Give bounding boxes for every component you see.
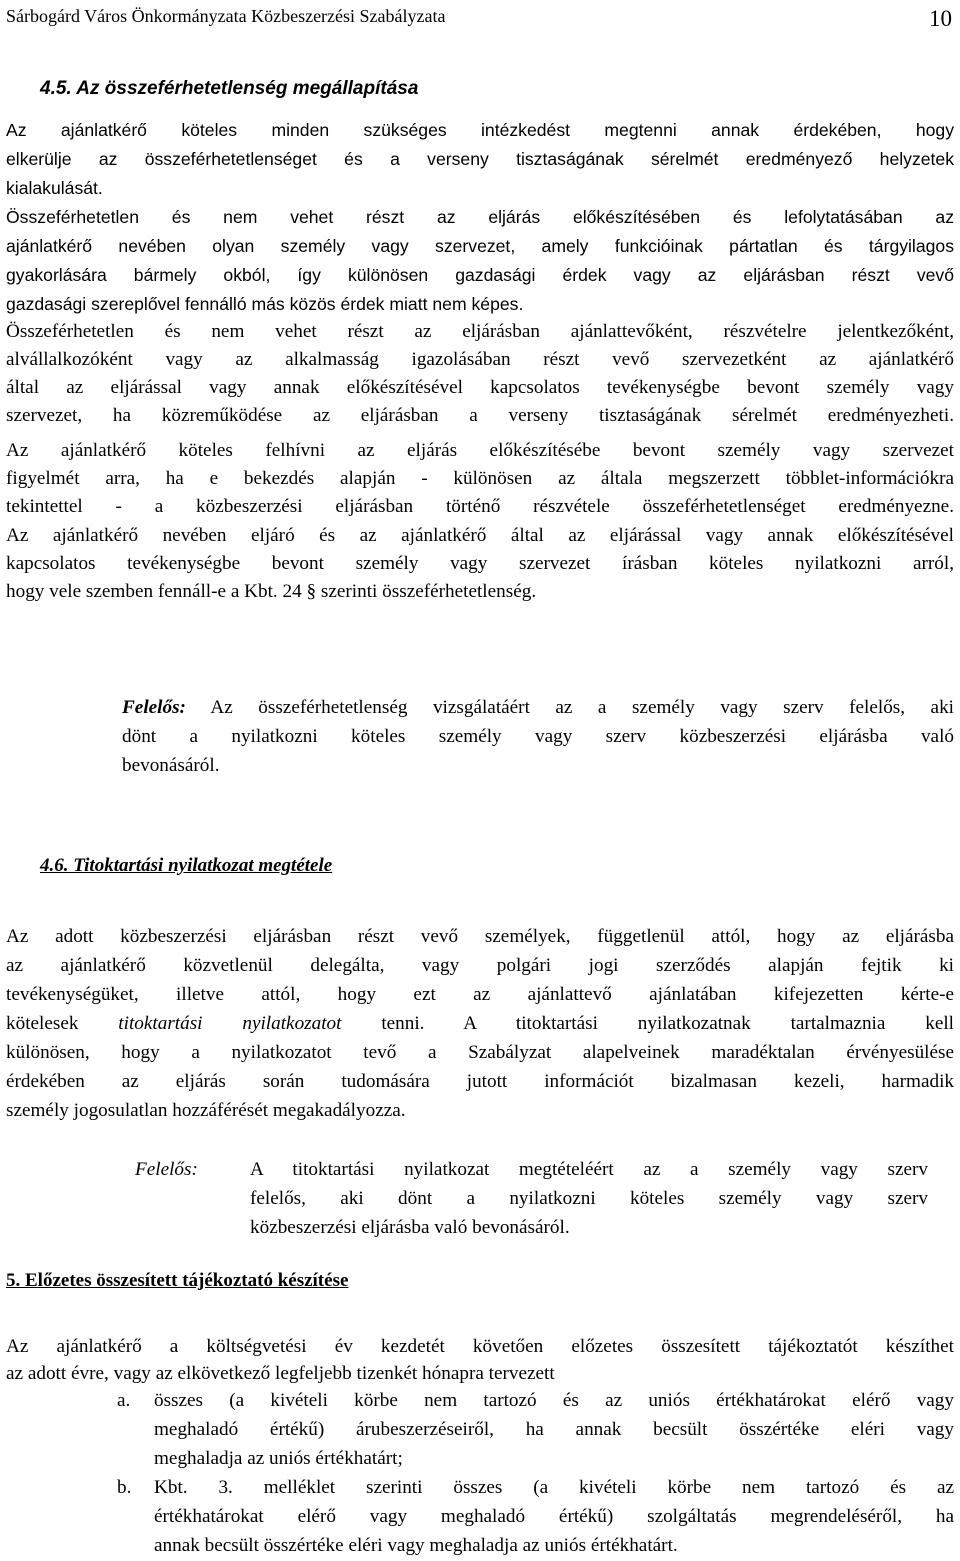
text-line: Az ajánlatkérő köteles minden szükséges intézkedést megtenni annak érdekében, hogy xyxy=(6,120,954,140)
text-line: Kbt. 3. melléklet szerinti összes (a kivételi körbe nem tartozó és az xyxy=(154,1477,954,1498)
text-line: kötelesek titoktartási nyilatkozatot tenni. A titoktartási nyilatkozatnak tartalmaznia kell xyxy=(6,1013,954,1034)
document-title: Sárbogárd Város Önkormányzata Közbeszerzési Szabályzata xyxy=(6,6,446,26)
text-line: Az ajánlatkérő köteles felhívni az eljárás előkészítésébe bevont személy vagy szervezet xyxy=(6,440,954,461)
text-line: szervezet, ha közreműködése az eljárásban a verseny tisztaságának sérelmét eredményezheti. xyxy=(6,405,954,426)
text-line: gyakorlására bármely okból, így különösen gazdasági érdek vagy az eljárásban részt vevő xyxy=(6,265,954,285)
text-line: meghaladja az uniós értékhatárt; xyxy=(154,1448,403,1469)
responsible-label: Felelős: xyxy=(135,1159,198,1180)
text-line: elkerülje az összeférhetetlenséget és a verseny tisztaságának sérelmét eredményező helyzetek xyxy=(6,149,954,169)
section-5-heading: 5. Előzetes összesített tájékoztató készítése xyxy=(6,1270,349,1291)
text-line: Összeférhetetlen és nem vehet részt az eljárásban ajánlattevőként, részvételre jelentkezőként, xyxy=(6,321,954,342)
italic-term: titoktartási nyilatkozatot xyxy=(118,1013,342,1034)
text-line: hogy vele szemben fennáll-e a Kbt. 24 § szerinti összeférhetetlenség. xyxy=(6,581,537,602)
text-line: bevonásáról. xyxy=(122,755,220,776)
text-line: Összeférhetetlen és nem vehet részt az eljárás előkészítésében és lefolytatásában az xyxy=(6,207,954,227)
text-line: Az ajánlatkérő a költségvetési év kezdetét követően előzetes összesített tájékoztatót készíthet xyxy=(6,1336,954,1357)
text-line: ajánlatkérő nevében olyan személy vagy szervezet, amely funkcióinak pártatlan és tárgyilagos xyxy=(6,236,954,256)
text-line: gazdasági szereplővel fennálló más közös érdek miatt nem képes. xyxy=(6,294,524,314)
text-line: felelős, aki dönt a nyilatkozni köteles személy vagy szerv xyxy=(250,1188,928,1209)
text-line: kapcsolatos tevékenységbe bevont személy vagy szervezet írásban köteles nyilatkozni arról, xyxy=(6,553,954,574)
text-line: Az adott közbeszerzési eljárásban részt vevő személyek, függetlenül attól, hogy az eljárásba xyxy=(6,926,954,947)
text-line: meghaladó értékű) árubeszerzéseiről, ha annak becsült összértéke eléri vagy xyxy=(154,1419,954,1440)
text-line: tekintettel - a közbeszerzési eljárásban történő részvétele összeférhetetlenséget eredményezne. xyxy=(6,496,954,517)
text-line: annak becsült összértéke eléri vagy meghaladja az uniós értékhatárt. xyxy=(154,1535,678,1556)
text-line: összes (a kivételi körbe nem tartozó és az uniós értékhatárokat elérő vagy xyxy=(154,1390,954,1411)
responsible-text: Az összeférhetetlenség vizsgálatáért az a személy vagy szerv felelős, aki xyxy=(210,697,954,718)
text-line: Az ajánlatkérő nevében eljáró és az ajánlatkérő által az eljárással vagy annak előkészítésével xyxy=(6,525,954,546)
text-line: személy jogosulatlan hozzáférését megakadályozza. xyxy=(6,1100,406,1121)
text-line: dönt a nyilatkozni köteles személy vagy szerv közbeszerzési eljárásba való xyxy=(122,726,954,747)
text-line: által az eljárással vagy annak előkészítésével kapcsolatos tevékenységbe bevont személy vagy xyxy=(6,377,954,398)
text-line: A titoktartási nyilatkozat megtételéért az a személy vagy szerv xyxy=(250,1159,928,1180)
text-line: értékhatárokat elérő vagy meghaladó értékű) szolgáltatás megrendeléséről, ha xyxy=(154,1506,954,1527)
page-header xyxy=(6,6,952,34)
list-marker: b. xyxy=(117,1477,132,1498)
text-line: érdekében az eljárás során tudomására jutott információt bizalmasan kezeli, harmadik xyxy=(6,1071,954,1092)
text-line: figyelmét arra, ha e bekezdés alapján - különösen az általa megszerzett többlet-információkra xyxy=(6,468,954,489)
text-line: alvállalkozóként vagy az alkalmasság igazolásában részt vevő szervezetként az ajánlatkérő xyxy=(6,349,954,370)
text-line: közbeszerzési eljárásba való bevonásáról. xyxy=(250,1217,570,1238)
responsible-label: Felelős: xyxy=(122,697,186,718)
text-line: az ajánlatkérő közvetlenül delegálta, vagy polgári jogi szerződés alapján fejtik ki xyxy=(6,955,954,976)
page-number: 10 xyxy=(929,6,952,31)
text-line: az adott évre, vagy az elkövetkező legfeljebb tizenkét hónapra tervezett xyxy=(6,1363,555,1384)
text-line: különösen, hogy a nyilatkozatot tevő a Szabályzat alapelveinek maradéktalan érvényesülése xyxy=(6,1042,954,1063)
text-line: tevékenységüket, illetve attól, hogy ezt az ajánlattevő ajánlatában kifejezetten kérte-e xyxy=(6,984,954,1005)
text-line: kialakulását. xyxy=(6,178,103,198)
section-4-6-heading: 4.6. Titoktartási nyilatkozat megtétele xyxy=(40,855,333,876)
section-4-5-heading: 4.5. Az összeférhetetlenség megállapítása xyxy=(40,78,419,99)
list-marker: a. xyxy=(117,1390,131,1411)
